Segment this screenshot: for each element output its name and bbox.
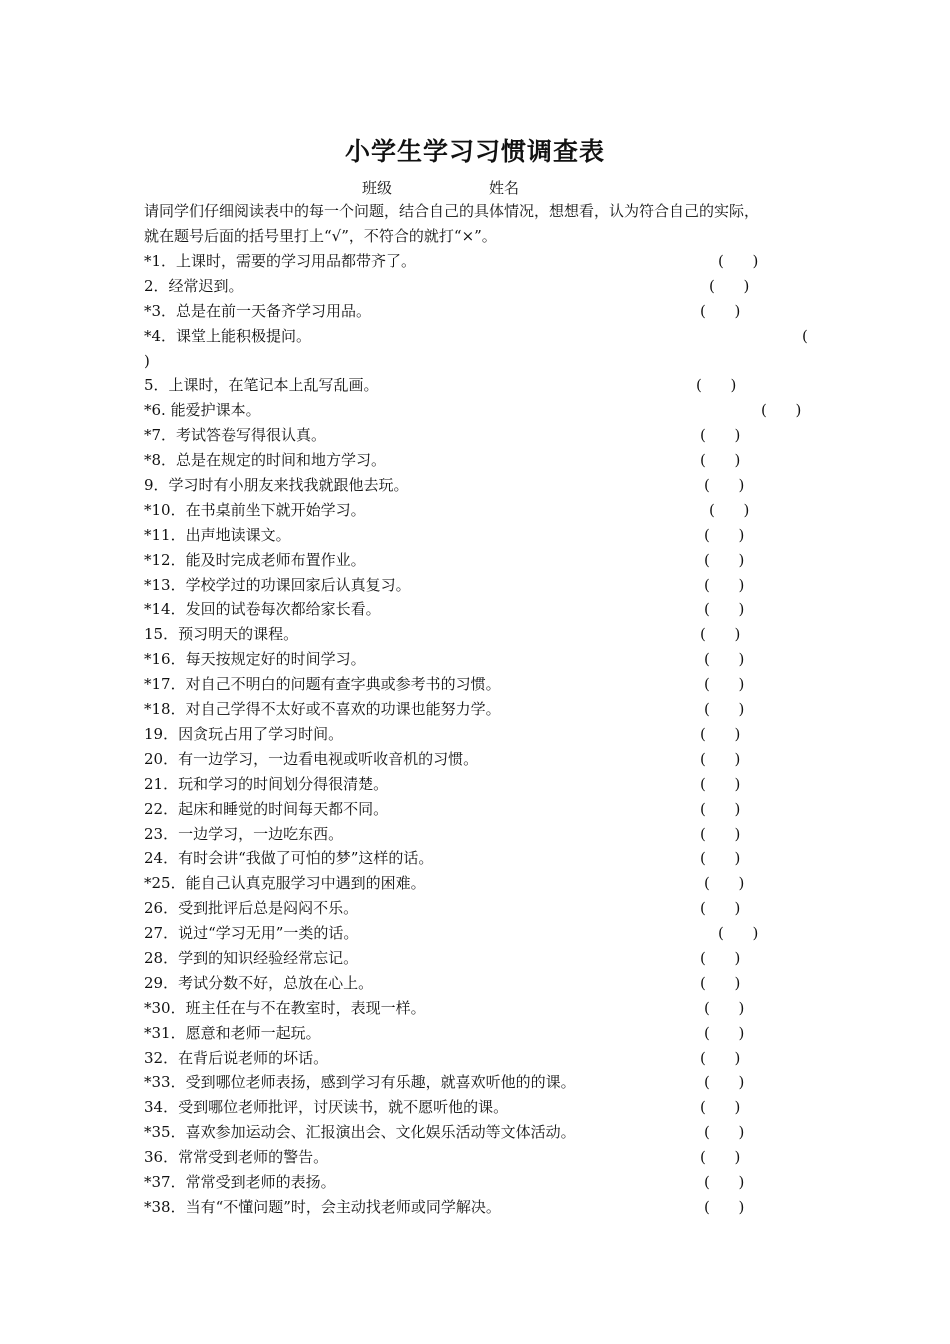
answer-bracket[interactable]: ( ) [709, 500, 750, 519]
answer-bracket[interactable]: ( ) [704, 525, 745, 544]
question-row [144, 597, 824, 622]
question-text: *30．班主任在与不在教室时，表现一样。 [144, 998, 426, 1017]
answer-bracket[interactable]: ( ) [700, 824, 741, 843]
question-text: *18．对自己学得不太好或不喜欢的功课也能努力学。 [144, 700, 501, 719]
question-row [144, 398, 824, 423]
answer-bracket[interactable]: ( ) [704, 700, 745, 719]
question-row [144, 473, 824, 498]
answer-bracket[interactable]: ( ) [700, 799, 741, 818]
question-row [144, 249, 824, 274]
question-row [144, 672, 824, 697]
answer-bracket[interactable]: ( ) [718, 252, 759, 270]
answer-bracket[interactable]: ( ) [718, 924, 759, 943]
answer-bracket[interactable]: ( ) [700, 774, 741, 793]
question-text: *17．对自己不明白的问题有查字典或参考书的习惯。 [144, 675, 501, 694]
question-row [144, 822, 824, 847]
question-row [144, 1095, 824, 1120]
question-row [144, 423, 824, 448]
answer-bracket[interactable]: ( ) [704, 650, 745, 669]
question-row [144, 523, 824, 548]
answer-bracket[interactable]: ( ) [704, 1073, 745, 1092]
answer-bracket[interactable]: ( ) [704, 476, 745, 495]
question-text: *11．出声地读课文。 [144, 525, 291, 544]
question-row [144, 1046, 824, 1071]
answer-bracket[interactable]: ( ) [700, 749, 741, 768]
question-row [144, 921, 824, 946]
question-text: 28．学到的知识经验经常忘记。 [144, 948, 359, 967]
question-text: *6. 能爱护课本。 [144, 401, 261, 420]
answer-bracket[interactable]: ( ) [704, 575, 745, 594]
question-text: *10．在书桌前坐下就开始学习。 [144, 500, 366, 519]
question-text: 24．有时会讲“我做了可怕的梦”这样的话。 [144, 849, 434, 868]
question-text: 19．因贪玩占用了学习时间。 [144, 724, 344, 743]
question-text: *8．总是在规定的时间和地方学习。 [144, 451, 387, 470]
page-title: 小学生学习习惯调查表 [344, 137, 605, 166]
question-row [144, 946, 824, 971]
question-text: 32．在背后说老师的坏话。 [144, 1048, 329, 1067]
question-text: *3．总是在前一天备齐学习用品。 [144, 301, 372, 320]
question-row [144, 797, 824, 822]
answer-bracket[interactable]: ( ) [704, 998, 745, 1017]
answer-bracket[interactable]: ( ) [704, 600, 745, 619]
question-row [144, 498, 824, 523]
question-row [144, 448, 824, 473]
question-text: *1．上课时，需要的学习用品都带齐了。 [144, 252, 417, 270]
question-text: 26．受到批评后总是闷闷不乐。 [144, 899, 359, 918]
question-text: *13．学校学过的功课回家后认真复习。 [144, 575, 411, 594]
answer-bracket[interactable]: ( ) [700, 625, 741, 644]
answer-bracket[interactable]: ( ) [700, 301, 741, 320]
question-row [144, 697, 824, 722]
answer-bracket[interactable]: ( ) [704, 550, 745, 569]
question-text: *37．常常受到老师的表扬。 [144, 1172, 336, 1191]
answer-bracket[interactable]: ( ) [700, 899, 741, 918]
answer-bracket[interactable]: ( ) [704, 1123, 745, 1142]
question-row [144, 573, 824, 598]
answer-bracket[interactable]: ( ) [761, 401, 802, 420]
question-text: *38．当有“不懂问题”时，会主动找老师或同学解决。 [144, 1197, 501, 1216]
intro-line-2: 就在题号后面的括号里打上“√”，不符合的就打“×”。 [144, 227, 497, 245]
question-row [144, 647, 824, 672]
answer-bracket[interactable]: ( ) [704, 874, 745, 893]
question-row [144, 722, 824, 747]
question-row [144, 1195, 824, 1220]
intro-line-1: 请同学们仔细阅读表中的每一个问题，结合自己的具体情况，想想看，认为符合自己的实际， [144, 202, 760, 220]
answer-bracket[interactable]: ( ) [704, 1197, 745, 1216]
question-row [144, 846, 824, 871]
question-row [144, 1145, 824, 1170]
question-text: 23．一边学习，一边吃东西。 [144, 824, 344, 843]
question-text: 34．受到哪位老师批评，讨厌读书，就不愿听他的课。 [144, 1098, 509, 1117]
question-text: 21．玩和学习的时间划分得很清楚。 [144, 774, 389, 793]
answer-bracket[interactable]: ( ) [696, 376, 737, 395]
question-text: *14．发回的试卷每次都给家长看。 [144, 600, 381, 619]
answer-bracket[interactable]: ( ) [700, 1048, 741, 1067]
question-text: 20．有一边学习，一边看电视或听收音机的习惯。 [144, 749, 479, 768]
question-row [144, 1120, 824, 1145]
answer-bracket[interactable]: ( ) [700, 451, 741, 470]
answer-bracket[interactable]: ( ) [700, 426, 741, 445]
question-row [144, 871, 824, 896]
question-text: *4．课堂上能积极提问。 [144, 326, 312, 345]
question-row [144, 622, 824, 647]
answer-bracket[interactable]: ( ) [709, 276, 750, 295]
answer-bracket-close: ) [144, 351, 150, 370]
question-text: *25．能自己认真克服学习中遇到的困难。 [144, 874, 426, 893]
question-text: 36．常常受到老师的警告。 [144, 1148, 329, 1167]
question-text: *31．愿意和老师一起玩。 [144, 1023, 321, 1042]
answer-bracket[interactable]: ( ) [700, 973, 741, 992]
question-row [144, 1021, 824, 1046]
answer-bracket[interactable]: ( ) [700, 1148, 741, 1167]
answer-bracket[interactable]: ( ) [704, 1023, 745, 1042]
question-text: 29．考试分数不好，总放在心上。 [144, 973, 374, 992]
question-text: *12．能及时完成老师布置作业。 [144, 550, 366, 569]
question-row [144, 996, 824, 1021]
question-row [144, 896, 824, 921]
question-text: 9．学习时有小朋友来找我就跟他去玩。 [144, 476, 409, 495]
question-text: 5．上课时，在笔记本上乱写乱画。 [144, 376, 379, 395]
question-text: 2．经常迟到。 [144, 276, 244, 295]
question-row [144, 971, 824, 996]
answer-bracket[interactable]: ( ) [700, 849, 741, 868]
question-row [144, 274, 824, 299]
answer-bracket[interactable]: ( [802, 326, 808, 345]
question-row [144, 1170, 824, 1195]
question-row [144, 1070, 824, 1095]
question-row [144, 373, 824, 398]
question-text: *33．受到哪位老师表扬，感到学习有乐趣，就喜欢听他的的课。 [144, 1073, 576, 1092]
question-row [144, 299, 824, 324]
question-text: *16．每天按规定好的时间学习。 [144, 650, 366, 669]
answer-bracket[interactable]: ( ) [700, 1098, 741, 1117]
question-text: *7．考试答卷写得很认真。 [144, 426, 327, 445]
name-label: 姓名 [489, 179, 520, 197]
question-text: 22．起床和睡觉的时间每天都不同。 [144, 799, 389, 818]
question-text: 27．说过“学习无用”一类的话。 [144, 924, 359, 943]
question-text: *35．喜欢参加运动会、汇报演出会、文化娱乐活动等文体活动。 [144, 1123, 576, 1142]
answer-bracket[interactable]: ( ) [704, 1172, 745, 1191]
question-text: 15．预习明天的课程。 [144, 625, 299, 644]
answer-bracket[interactable]: ( ) [704, 675, 745, 694]
question-list [144, 249, 824, 1220]
question-row [144, 772, 824, 797]
class-label: 班级 [362, 179, 393, 197]
question-row [144, 324, 824, 374]
answer-bracket[interactable]: ( ) [700, 948, 741, 967]
question-row [144, 548, 824, 573]
question-row [144, 747, 824, 772]
answer-bracket[interactable]: ( ) [700, 724, 741, 743]
